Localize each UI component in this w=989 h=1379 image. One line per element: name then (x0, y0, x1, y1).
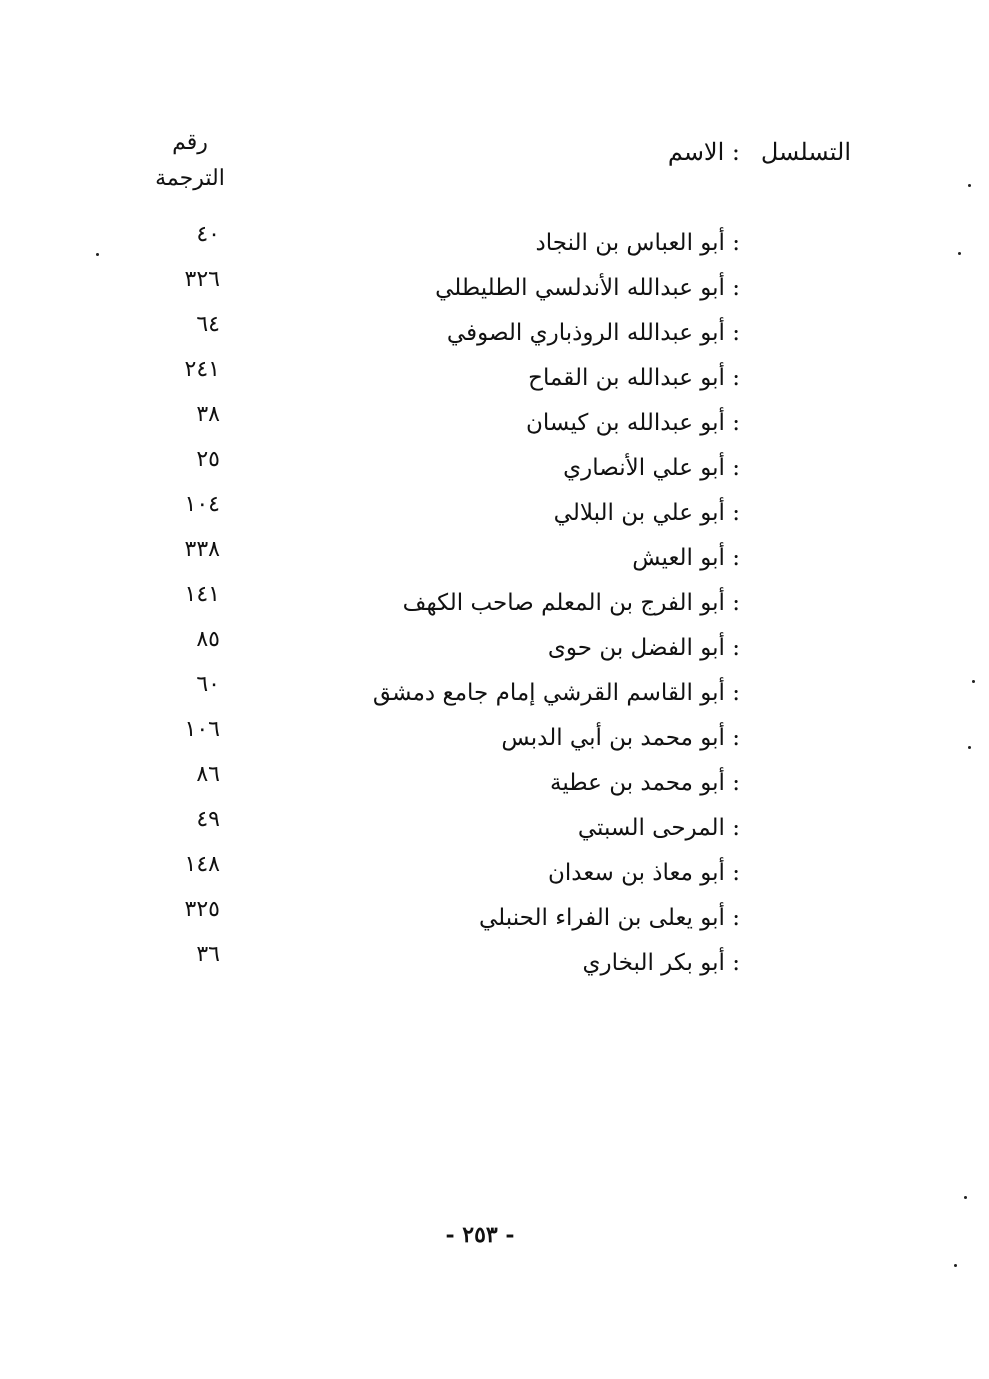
index-entry-row (0, 762, 989, 807)
entry-name: : أبو يعلى بن الفراء الحنبلي (478, 905, 740, 931)
entry-name: : أبو عبدالله الروذباري الصوفي (446, 320, 740, 346)
index-entries-list (0, 222, 989, 987)
index-entry-row (0, 582, 989, 627)
index-entry-row (0, 447, 989, 492)
entry-biography-number: ٣٢٦ (184, 267, 220, 292)
entry-name: : أبو القاسم القرشي إمام جامع دمشق (372, 680, 740, 706)
scan-speck (968, 746, 971, 749)
entry-biography-number: ٢٤١ (184, 357, 220, 382)
entry-name: : أبو علي بن البلالي (553, 500, 740, 526)
index-entry-row (0, 627, 989, 672)
entry-name: : أبو معاذ بن سعدان (548, 860, 740, 886)
page-number: - ٢٥٣ - (445, 1222, 515, 1248)
entry-name: : أبو عبدالله بن كيسان (526, 410, 740, 436)
index-entry-row (0, 897, 989, 942)
scan-speck (964, 1196, 967, 1199)
entry-name: : أبو الفضل بن حوى (547, 635, 740, 661)
biography-number-column-header (140, 125, 240, 197)
entry-biography-number: ٨٥ (196, 627, 220, 652)
biography-number-header-line2: الترجمة (155, 166, 225, 191)
index-entry-row (0, 537, 989, 582)
entry-biography-number: ٤٩ (196, 807, 220, 832)
index-entry-row (0, 672, 989, 717)
index-entry-row (0, 717, 989, 762)
entry-name: : أبو بكر البخاري (582, 950, 740, 976)
index-entry-row (0, 492, 989, 537)
entry-biography-number: ٣٦ (196, 942, 220, 967)
entry-name: : أبو محمد بن عطية (550, 770, 740, 796)
entry-name: : أبو عبدالله بن القماح (528, 365, 740, 391)
index-entry-row (0, 402, 989, 447)
entry-name: : أبو العباس بن النجاد (535, 230, 740, 256)
entry-biography-number: ٦٤ (196, 312, 220, 337)
index-entry-row (0, 807, 989, 852)
index-entry-row (0, 942, 989, 987)
entry-name: : المرحى السبتي (577, 815, 740, 841)
entry-biography-number: ٢٥ (196, 447, 220, 472)
entry-biography-number: ١٠٤ (184, 492, 220, 517)
entry-biography-number: ٣٢٥ (184, 897, 220, 922)
entry-name: : أبو علي الأنصاري (563, 455, 740, 481)
entry-name: : أبو العيش (632, 545, 740, 571)
entry-name: : أبو محمد بن أبي الدبس (501, 725, 740, 751)
scan-speck (954, 1264, 957, 1267)
name-column-header: : الاسم (667, 138, 740, 166)
entry-biography-number: ١٤٨ (184, 852, 220, 877)
entry-name: : أبو عبدالله الأندلسي الطليطلي (435, 275, 740, 301)
sequence-column-header: التسلسل (760, 138, 851, 166)
index-entry-row (0, 222, 989, 267)
entry-biography-number: ٤٠ (196, 222, 220, 247)
scan-speck (972, 680, 975, 683)
entry-biography-number: ٣٣٨ (184, 537, 220, 562)
index-entry-row (0, 852, 989, 897)
index-entry-row (0, 267, 989, 312)
scan-speck (968, 184, 971, 187)
scan-speck (96, 253, 99, 256)
entry-biography-number: ٣٨ (196, 402, 220, 427)
entry-biography-number: ١٠٦ (184, 717, 220, 742)
entry-name: : أبو الفرج بن المعلم صاحب الكهف (402, 590, 740, 616)
scan-speck (958, 252, 961, 255)
entry-biography-number: ١٤١ (184, 582, 220, 607)
index-entry-row (0, 312, 989, 357)
index-entry-row (0, 357, 989, 402)
entry-biography-number: ٦٠ (196, 672, 220, 697)
biography-number-header-line1: رقم (172, 130, 208, 155)
entry-biography-number: ٨٦ (196, 762, 220, 787)
